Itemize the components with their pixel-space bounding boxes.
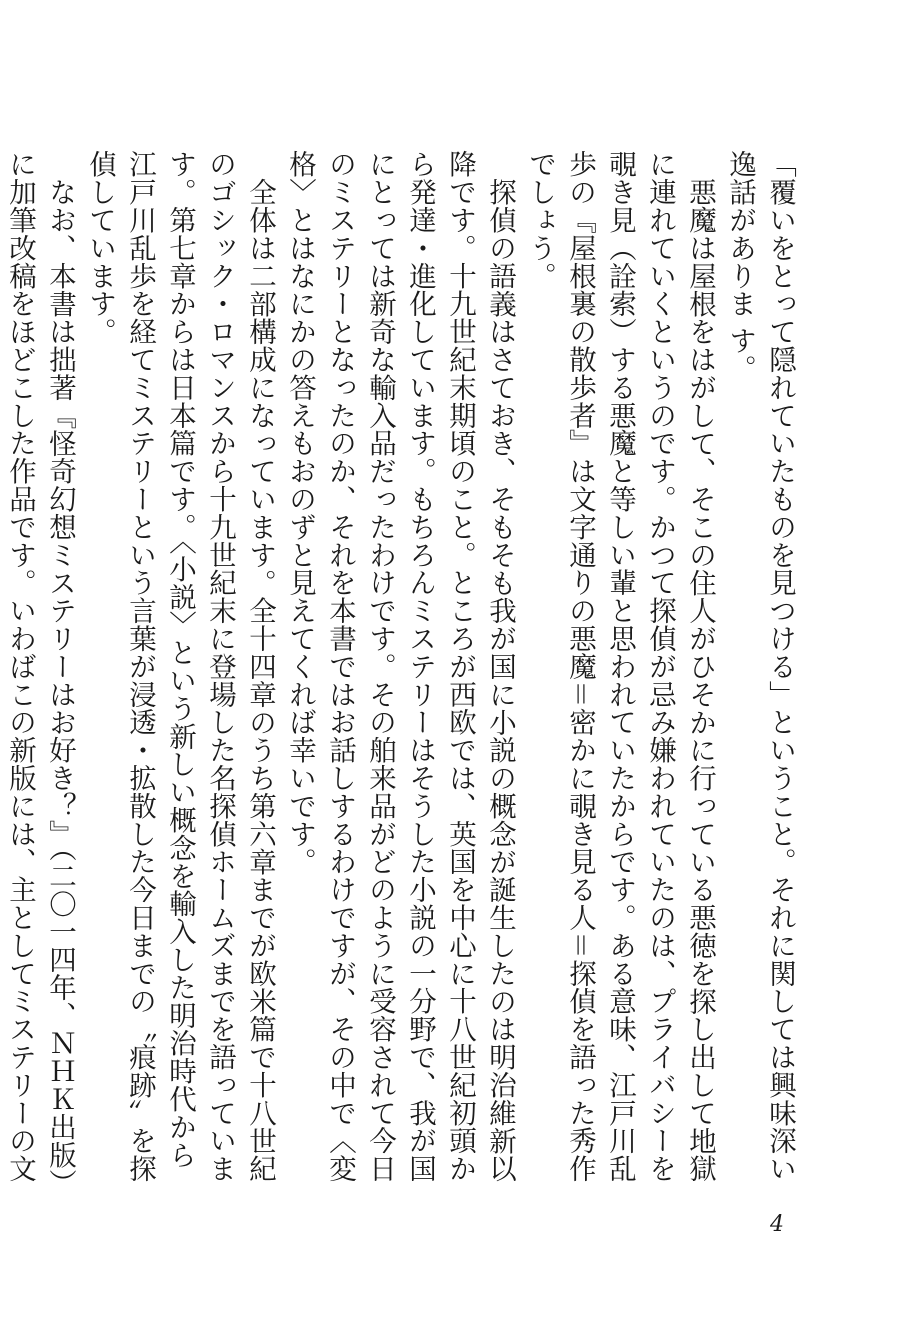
paragraph-1: 「覆いをとって隠れていたものを見つける」ということ。それに関しては興味深い逸話がありま す。 (724, 150, 796, 1183)
paragraph-5: なお、本書は拙著『怪奇幻想ミステリーはお好き？』（二〇一四年、ＮＨＫ出版）に加筆改稿をほどこした作品です。いわばこの新版には、主としてミステリーの文 (4, 150, 76, 1183)
page-number: 4 (770, 1212, 784, 1237)
paragraph-3: 探偵の語義はさておき、そもそも我が国に小説の概念が誕生したのは明治維新以降です。十九世紀末期頃のこと。ところが西欧では、英国を中心に十八世紀初頭から発達・進化しています。もちろんミステリーはそうした小説の一分野で、我が国にとっては新奇な輸入品だったわけです。その舶来品がどのように受容されて今日のミステリーとなったのか、それを本書ではお話しするわけですが、その中で〈変格〉とはなにかの答えもおのずと見えてくれば幸いです。 (284, 150, 516, 1183)
paragraph-4: 全体は二部構成になっています。全十四章のうち第六章までが欧米篇で十八世紀のゴシック・ロマンスから十九世紀末に登場した名探偵ホームズまでを語っています。第七章からは日本篇です。〈小説〉という新しい概念を輸入した明治時代から江戸川乱歩を経てミステリーという言葉が浸透・拡散した今日までの〝痕跡〟を探偵しています。 (84, 150, 276, 1183)
paragraph-2: 悪魔は屋根をはがして、そこの住人がひそかに行っている悪徳を探し出して地獄に連れていくというのです。かつて探偵が忌み嫌われていたのは、プライバシーを覗き見（詮索）する悪魔と等しい輩と思われていたからです。ある意味、江戸川乱歩の『屋根裏の散歩者』は文字通りの悪魔＝密かに覗き見る人＝探偵を語った秀作でしょう。 (524, 150, 716, 1183)
vertical-text-body (0, 150, 800, 1190)
